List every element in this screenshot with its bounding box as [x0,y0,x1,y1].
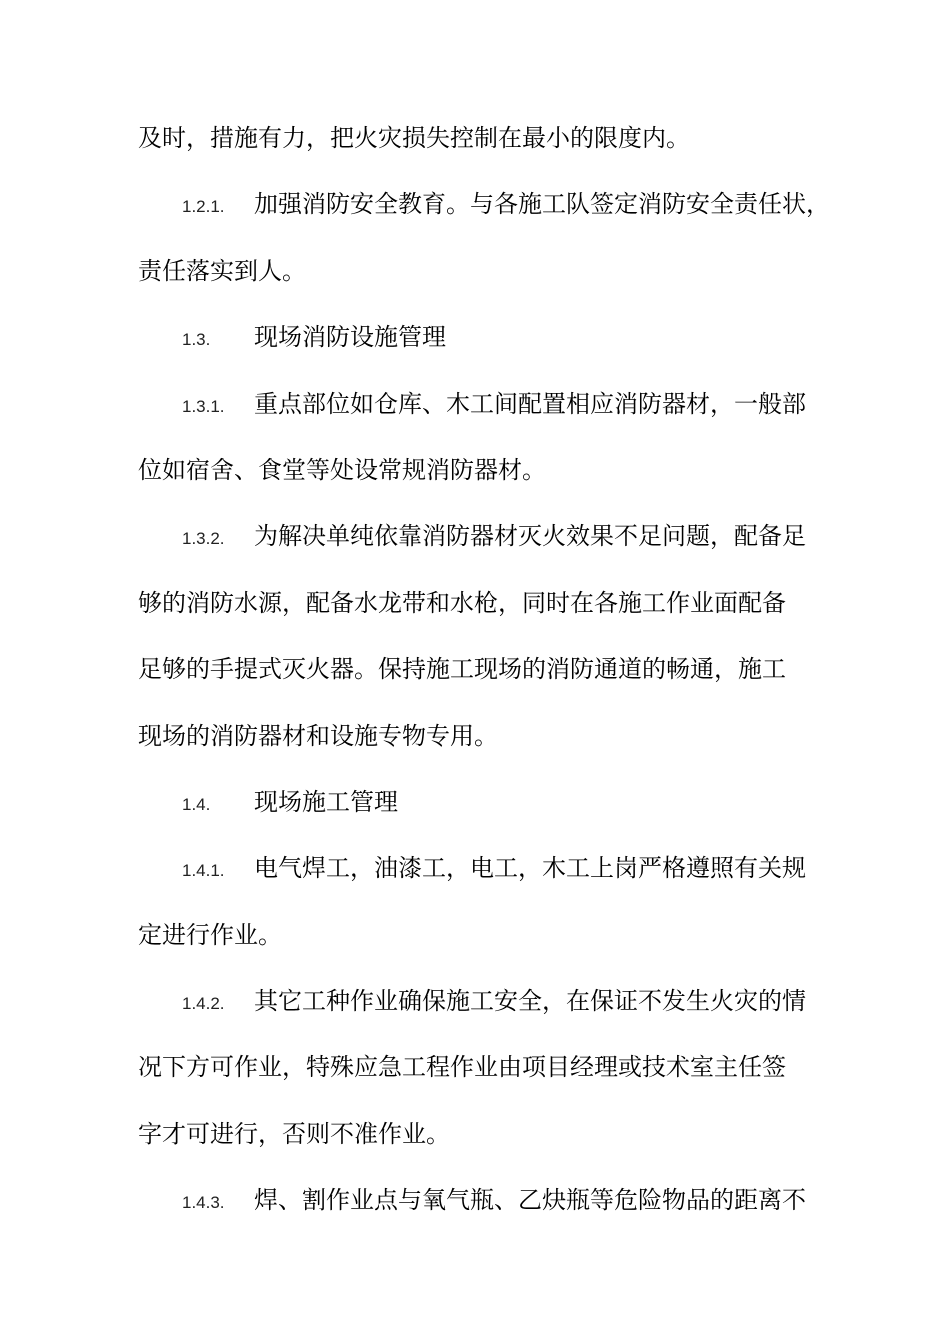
section-number: 1.3.1. [182,396,225,416]
section-1-2-1 [138,171,830,237]
line-text: 足够的手提式灭火器。保持施工现场的消防通道的畅通，施工 [138,655,786,684]
section-1-3-1 [138,371,822,437]
text-line-10 [138,703,822,769]
text-line-3 [138,238,822,304]
document-page [138,105,830,1234]
section-number: 1.4.1. [182,861,225,881]
line-text: 况下方可作业，特殊应急工程作业由项目经理或技术室主任签 [138,1053,786,1082]
section-number: 1.4.3. [182,1193,225,1213]
section-1-3 [138,304,822,370]
line-text: 定进行作业。 [138,920,282,949]
text-line-1 [138,105,822,171]
line-text: 重点部位如仓库、木工间配置相应消防器材，一般部 [254,389,806,418]
line-text: 责任落实到人。 [138,256,306,285]
text-line-8 [138,570,822,636]
line-text: 电气焊工，油漆工，电工，木工上岗严格遵照有关规 [254,854,806,883]
section-heading: 现场施工管理 [254,787,398,816]
line-text: 够的消防水源，配备水龙带和水枪，同时在各施工作业面配备 [138,588,786,617]
line-text: 加强消防安全教育。与各施工队签定消防安全责任状， [254,190,830,219]
text-line-16 [138,1101,822,1167]
section-1-4-2 [138,968,822,1034]
line-text: 为解决单纯依靠消防器材灭火效果不足问题，配备足 [254,522,806,551]
text-line-13 [138,902,822,968]
section-1-4-1 [138,835,822,901]
section-1-4 [138,769,822,835]
line-text: 及时，措施有力，把火灾损失控制在最小的限度内。 [138,124,690,152]
text-line-9 [138,636,822,702]
section-number: 1.2.1. [182,197,225,217]
section-1-3-2 [138,503,822,569]
section-number: 1.4.2. [182,994,225,1014]
line-text: 其它工种作业确保施工安全，在保证不发生火灾的情 [254,987,806,1016]
line-text: 现场的消防器材和设施专物专用。 [138,721,498,750]
text-line-15 [138,1034,822,1100]
text-line-6 [138,437,822,503]
line-text: 字才可进行，否则不准作业。 [138,1119,450,1148]
line-text: 位如宿舍、食堂等处设常规消防器材。 [138,455,546,484]
section-number: 1.3. [182,330,211,350]
section-number: 1.3.2. [182,529,225,549]
section-number: 1.4. [182,794,211,814]
section-heading: 现场消防设施管理 [254,323,446,352]
line-text: 焊、割作业点与氧气瓶、乙炔瓶等危险物品的距离不 [254,1186,806,1215]
section-1-4-3 [138,1167,822,1233]
